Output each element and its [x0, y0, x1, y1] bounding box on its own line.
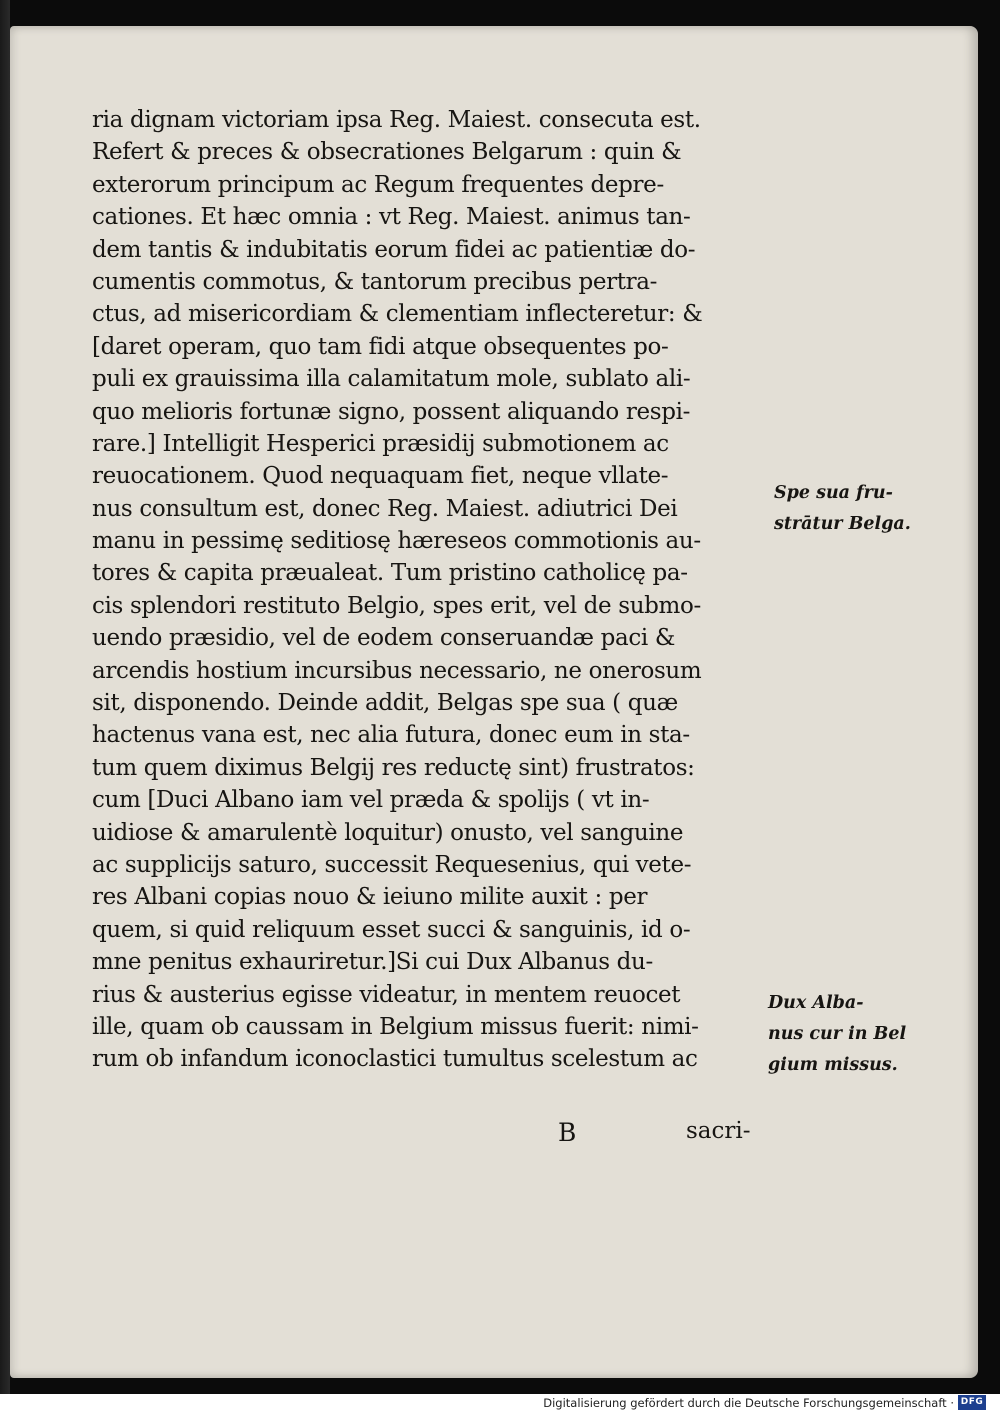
book-page: [10, 26, 978, 1378]
text-line: cum [Duci Albano iam vel præda & spolijs ( vt in-: [92, 787, 650, 814]
text-line: nus consultum est, donec Reg. Maiest. adiutrici Dei: [92, 495, 678, 522]
text-line: rare.] Intelligit Hesperici præsidij submotionem ac: [92, 430, 669, 457]
text-line: mne penitus exhauriretur.]Si cui Dux Albanus du-: [92, 949, 653, 976]
text-line: cationes. Et hæc omnia : vt Reg. Maiest. animus tan-: [92, 204, 691, 231]
text-line: rius & austerius egisse videatur, in mentem reuocet: [92, 981, 681, 1008]
text-line: quem, si quid reliquum esset succi & sanguinis, id o-: [92, 916, 691, 943]
marginal-note-line: nus cur in Bel: [768, 1024, 907, 1044]
text-line: cis splendori restituto Belgio, spes erit, vel de submo-: [92, 592, 701, 619]
text-line: arcendis hostium incursibus necessario, ne onerosum: [92, 657, 702, 684]
marginal-note-line: gium missus.: [768, 1055, 898, 1075]
dfg-logo: DFG: [958, 1395, 986, 1410]
text-line: res Albani copias nouo & ieiuno milite auxit : per: [92, 884, 648, 911]
text-line: quo melioris fortunæ signo, possent aliquando respi-: [92, 398, 691, 425]
text-line: tum quem diximus Belgij res reductę sint) frustratos:: [92, 754, 695, 781]
text-line: sit, disponendo. Deinde addit, Belgas spe sua ( quæ: [92, 690, 678, 717]
text-line: uidiose & amarulentè loquitur) onusto, vel sanguine: [92, 819, 684, 846]
text-line: exterorum principum ac Regum frequentes depre-: [92, 171, 664, 198]
text-line: ctus, ad misericordiam & clementiam inflecteretur: &: [92, 301, 703, 328]
funding-credit: Digitalisierung gefördert durch die Deutsche Forschungsgemeinschaft ·: [543, 1396, 954, 1410]
text-line: cumentis commotus, & tantorum precibus pertra-: [92, 268, 658, 295]
marginal-note-line: Dux Alba-: [768, 993, 864, 1013]
body-text: [92, 104, 782, 1076]
text-line: rum ob infandum iconoclastici tumultus scelestum ac: [92, 1046, 698, 1073]
catchword: sacri-: [686, 1118, 751, 1144]
text-line: ria dignam victoriam ipsa Reg. Maiest. consecuta est.: [92, 107, 701, 133]
text-line: Refert & preces & obsecrationes Belgarum : quin &: [92, 139, 682, 166]
text-line: tores & capita præualeat. Tum pristino catholicę pa-: [92, 560, 688, 587]
text-line: uendo præsidio, vel de eodem conseruandæ paci &: [92, 625, 675, 652]
marginal-note: [768, 988, 906, 1081]
text-line: ac supplicijs saturo, successit Requesenius, qui vete-: [92, 851, 692, 878]
text-line: hactenus vana est, nec alia futura, donec eum in sta-: [92, 722, 690, 749]
text-line: reuocationem. Quod nequaquam fiet, neque vllate-: [92, 463, 669, 490]
binding-edge: [0, 0, 10, 1394]
marginal-note-line: strātur Belga.: [774, 514, 911, 534]
marginal-note-line: Spe sua fru-: [774, 483, 893, 503]
text-line: [daret operam, quo tam fidi atque obsequentes po-: [92, 333, 669, 360]
text-line: manu in pessimę seditiosę hæreseos commotionis au-: [92, 528, 701, 555]
text-line: dem tantis & indubitatis eorum fidei ac patientiæ do-: [92, 236, 696, 263]
text-line: ille, quam ob caussam in Belgium missus fuerit: nimi-: [92, 1013, 699, 1040]
signature-mark: B: [558, 1118, 577, 1147]
text-line: puli ex grauissima illa calamitatum mole, sublato ali-: [92, 366, 691, 393]
footer: [0, 1394, 1000, 1414]
marginal-note: [774, 478, 911, 540]
